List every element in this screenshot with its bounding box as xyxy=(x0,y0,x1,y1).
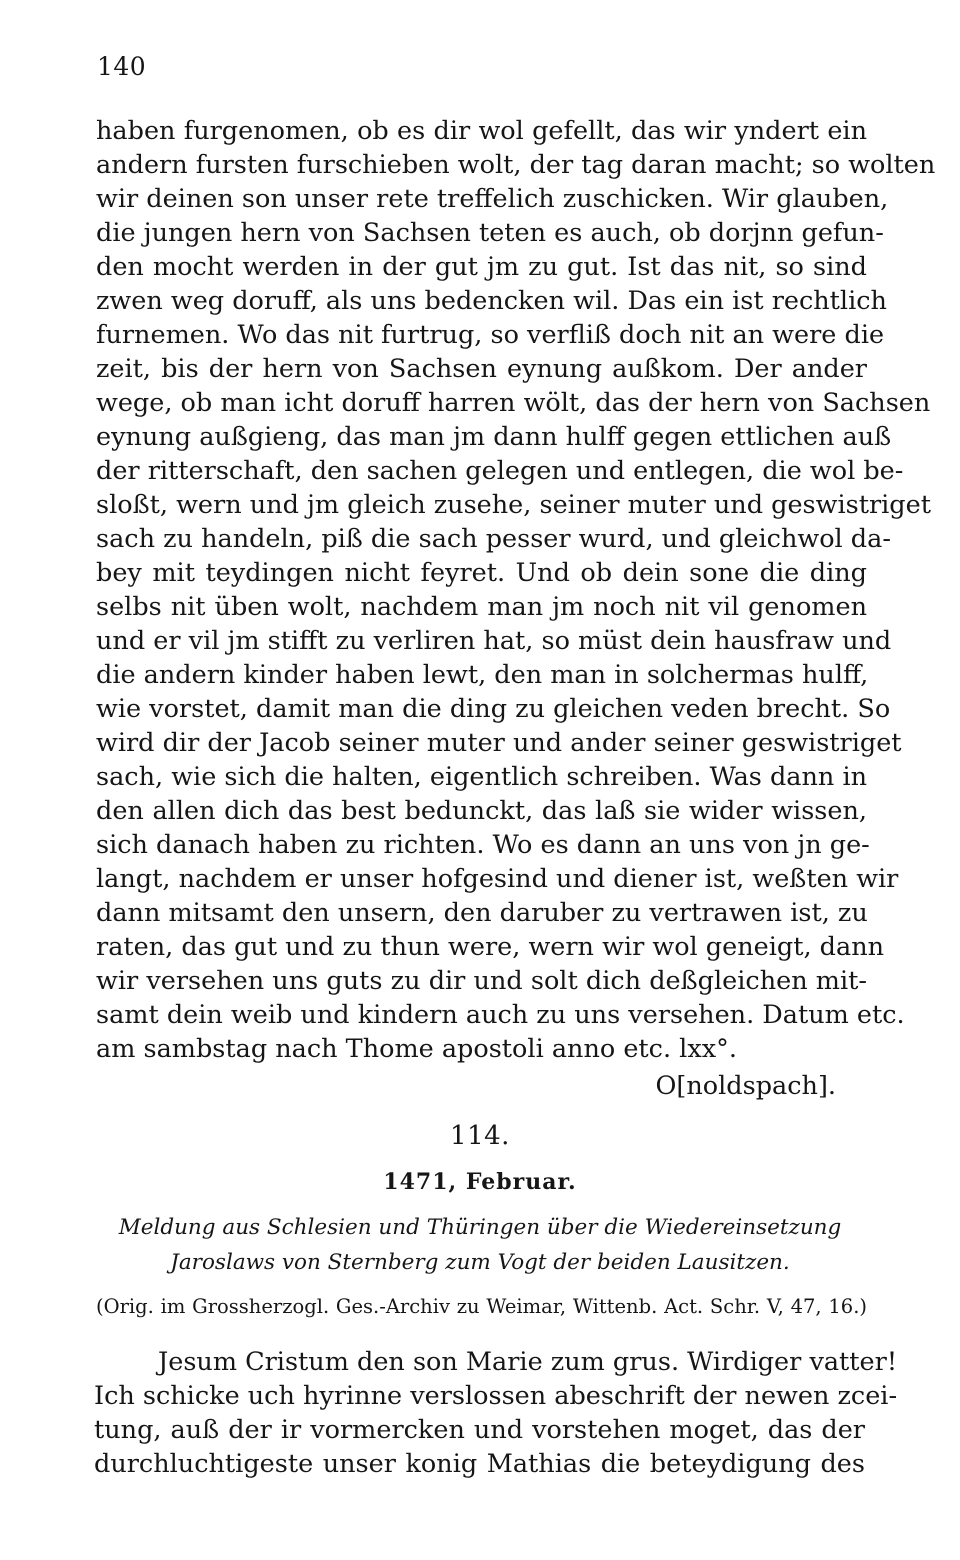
document-summary-line: Meldung aus Schlesien und Thüringen über die Wiedereinsetzung xyxy=(118,1215,842,1240)
text-line: samt dein weib und kindern auch zu uns versehen. Datum etc. xyxy=(96,1000,905,1030)
text-line: haben furgenomen, ob es dir wol gefellt, das wir yndert ein xyxy=(96,116,867,146)
text-line: die andern kinder haben lewt, den man in solchermas hulff, xyxy=(96,660,869,690)
signature: O[noldspach]. xyxy=(655,1071,836,1101)
text-line: selbs nit üben wolt, nachdem man jm noch nit vil genomen xyxy=(96,592,867,622)
letter-text-line: tung, auß der ir vormercken und vorstehen moget, das der xyxy=(94,1415,865,1445)
text-line: und er vil jm stifft zu verliren hat, so müst dein hausfraw und xyxy=(96,626,892,656)
document-summary-line: Jaroslaws von Sternberg zum Vogt der beiden Lausitzen. xyxy=(170,1250,790,1275)
text-line: wir versehen uns guts zu dir und solt dich deßgleichen mit- xyxy=(96,966,867,996)
text-line: am sambstag nach Thome apostoli anno etc. lxx°. xyxy=(96,1034,737,1064)
text-line: den mocht werden in der gut jm zu gut. Ist das nit, so sind xyxy=(96,252,867,282)
text-line: furnemen. Wo das nit furtrug, so verfliß doch nit an were die xyxy=(96,320,885,350)
text-line: langt, nachdem er unser hofgesind und diener ist, weßten wir xyxy=(96,864,899,894)
text-line: raten, das gut und zu thun were, wern wir wol geneigt, dann xyxy=(96,932,885,962)
text-line: wir deinen son unser rete treffelich zuschicken. Wir glauben, xyxy=(96,184,889,214)
text-line: zeit, bis der hern von Sachsen eynung außkom. Der ander xyxy=(96,354,867,384)
text-line: sloßt, wern und jm gleich zusehe, seiner muter und geswistriget xyxy=(96,490,931,520)
text-line: sich danach haben zu richten. Wo es dann an uns von jn ge- xyxy=(96,830,870,860)
text-line: wege, ob man icht doruff harren wölt, das der hern von Sachsen xyxy=(96,388,931,418)
text-line: die jungen hern von Sachsen teten es auch, ob dorjnn gefun- xyxy=(96,218,884,248)
text-line: andern fursten furschieben wolt, der tag daran macht; so wolten xyxy=(96,150,936,180)
source-citation: (Orig. im Grossherzogl. Ges.-Archiv zu Weimar, Wittenb. Act. Schr. V, 47, 16.) xyxy=(96,1295,867,1318)
text-line: sach zu handeln, piß die sach pesser wurd, und gleichwol da- xyxy=(96,524,891,554)
text-line: wie vorstet, damit man die ding zu gleichen veden brecht. So xyxy=(96,694,891,724)
letter-text-line: Ich schicke uch hyrinne verslossen abeschrift der newen zcei- xyxy=(94,1381,898,1411)
letter-text-line: Jesum Cristum den son Marie zum grus. Wirdiger vatter! xyxy=(158,1347,898,1377)
text-line: eynung außgieng, das man jm dann hulff gegen ettlichen auß xyxy=(96,422,892,452)
letter-text-line: durchluchtigeste unser konig Mathias die beteydigung des xyxy=(94,1449,865,1479)
text-line: zwen weg doruff, als uns bedencken wil. Das ein ist rechtlich xyxy=(96,286,887,316)
text-line: bey mit teydingen nicht feyret. Und ob dein sone die ding xyxy=(96,558,867,588)
text-line: dann mitsamt den unsern, den daruber zu vertrawen ist, zu xyxy=(96,898,868,928)
text-line: sach, wie sich die halten, eigentlich schreiben. Was dann in xyxy=(96,762,868,792)
text-line: wird dir der Jacob seiner muter und ander seiner geswistriget xyxy=(96,728,902,758)
document-number: 114. xyxy=(450,1121,510,1151)
document-date: 1471, Februar. xyxy=(383,1169,577,1195)
page-number: 140 xyxy=(97,52,147,81)
text-line: der ritterschaft, den sachen gelegen und entlegen, die wol be- xyxy=(96,456,904,486)
text-line: den allen dich das best bedunckt, das laß sie wider wissen, xyxy=(96,796,867,826)
